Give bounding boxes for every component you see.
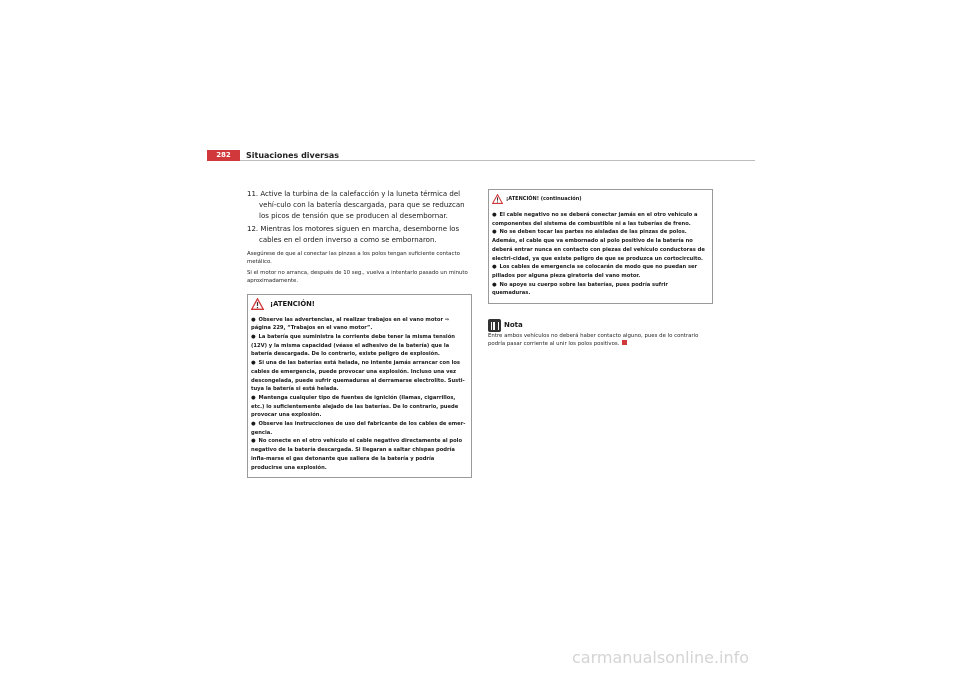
watermark: carmanualsonline.info xyxy=(572,648,750,667)
warning-item: ● Observe las advertencias, al realizar trabajos en el vano motor ⇒ página 229, “Trabajos en el vano motor”. xyxy=(251,316,450,332)
warning-title: ¡ATENCIÓN! xyxy=(270,299,315,308)
warning-header xyxy=(251,298,467,310)
warning-continuation-box xyxy=(488,189,713,304)
step-11: 11. Active la turbina de la calefacción y la luneta térmica del vehí-culo con la batería descargada, para que se reduzcan los picos de tensión que se producen al desembornar. xyxy=(247,190,465,220)
left-column xyxy=(247,189,472,478)
warning-item: ● Si una de las baterías está helada, no intente jamás arrancar con los cables de emergencia, puede provocar una explosión. Incluso una vez descongelada, puede sufrir quemaduras al derramarse electrolito. Susti-tuya la batería si está helada. xyxy=(251,360,465,393)
warning-item: ● No apoye su cuerpo sobre las baterías, pues podría sufrir quemaduras. xyxy=(492,281,668,297)
warning-continuation-title: ¡ATENCIÓN! (continuación) xyxy=(506,196,582,202)
section-title: Situaciones diversas xyxy=(246,151,340,160)
end-of-section-icon xyxy=(622,340,627,345)
warning-item: ● No se deben tocar las partes no aisladas de las pinzas de polos. Además, el cable que va embornado al polo positivo de la batería no deberá entrar nunca en contacto con piezas del vehículo conductoras de electri-cidad, ya que existe peligro de que se produzca un cortocircuito. xyxy=(492,229,705,262)
warning-item: ● No conecte en el otro vehículo el cable negativo directamente al polo negativo de la batería descargada. Si llegaran a saltar chispas podría infla-marse el gas detonante que saliera de la batería y podría producirse una explosión. xyxy=(251,438,463,471)
warning-item: ● El cable negativo no se deberá conectar jamás en el otro vehículo a componentes del sistema de combustible ni a las tuberías de freno. xyxy=(492,212,698,227)
nota-title: Nota xyxy=(504,321,523,330)
warning-triangle-icon xyxy=(492,194,503,204)
right-column xyxy=(488,189,713,349)
info-book-icon xyxy=(488,319,501,332)
warning-continuation-header xyxy=(492,193,708,205)
warning-box xyxy=(247,294,472,479)
step-12: 12. Mientras los motores siguen en marcha, desemborne los cables en el orden inverso a como se embornaron. xyxy=(247,225,460,244)
warning-triangle-icon xyxy=(251,298,264,310)
note-contact: Asegúrese de que al conectar las pinzas a los polos tengan suficiente contacto metálico. xyxy=(247,251,460,266)
warning-item: ● Observe las instrucciones de uso del fabricante de los cables de emer-gencia. xyxy=(251,421,466,436)
note-retry: Si el motor no arranca, después de 10 seg., vuelva a intentarlo pasado un minuto aproximadamente. xyxy=(247,269,468,285)
page-number-badge: 282 xyxy=(207,150,240,161)
warning-item: ● La batería que suministra la corriente debe tener la misma tensión (12V) y la misma capacidad (véase el adhesivo de la batería) que la batería descargada. De lo contrario, existe peligro de explosión. xyxy=(251,334,455,358)
warning-item: ● Mantenga cualquier tipo de fuentes de ignición (llamas, cigarrillos, etc.) lo suficientemente alejado de las baterías. De lo contrario, puede provocar una explosión. xyxy=(251,394,459,419)
nota-text: Entre ambos vehículos no deberá haber contacto alguno, pues de lo contrario podría pasar corriente al unir los polos positivos. xyxy=(488,333,699,348)
warning-item: ● Los cables de emergencia se colocarán de modo que no puedan ser pillados por alguna pieza giratoria del vano motor. xyxy=(492,264,698,279)
nota-header xyxy=(488,318,713,332)
